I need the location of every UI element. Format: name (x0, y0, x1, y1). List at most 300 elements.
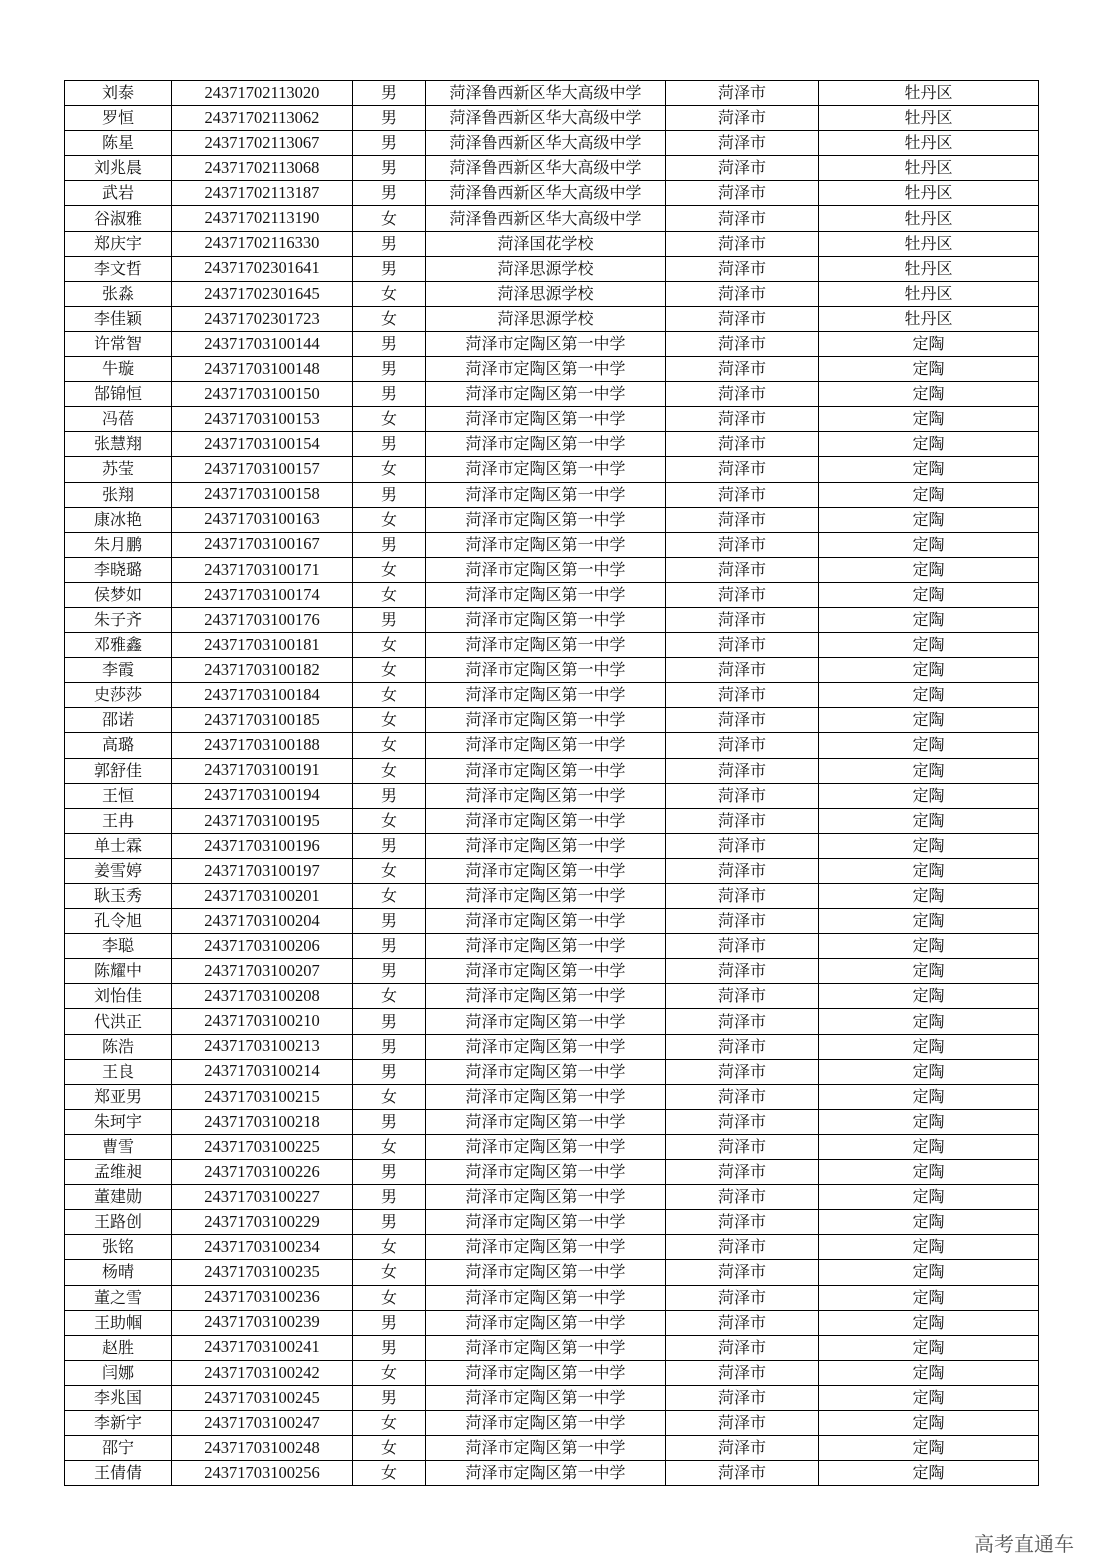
gender-cell: 男 (353, 934, 426, 959)
school-name-cell: 菏泽市定陶区第一中学 (426, 1436, 666, 1461)
school-name-cell: 菏泽市定陶区第一中学 (426, 984, 666, 1009)
district-cell: 定陶 (819, 884, 1039, 909)
city-cell: 菏泽市 (666, 758, 819, 783)
school-name-cell: 菏泽市定陶区第一中学 (426, 658, 666, 683)
exam-id-cell: 24371703100201 (172, 884, 353, 909)
exam-id-cell: 24371703100245 (172, 1385, 353, 1410)
gender-cell: 男 (353, 909, 426, 934)
exam-id-cell: 24371703100234 (172, 1235, 353, 1260)
city-cell: 菏泽市 (666, 658, 819, 683)
student-name-cell: 邓雅鑫 (65, 633, 172, 658)
school-name-cell: 菏泽市定陶区第一中学 (426, 1210, 666, 1235)
student-name-cell: 苏莹 (65, 457, 172, 482)
gender-cell: 男 (353, 607, 426, 632)
student-name-cell: 赵胜 (65, 1335, 172, 1360)
table-row (65, 231, 1039, 256)
student-name-cell: 王倩倩 (65, 1461, 172, 1486)
school-name-cell: 菏泽市定陶区第一中学 (426, 607, 666, 632)
gender-cell: 男 (353, 382, 426, 407)
city-cell: 菏泽市 (666, 256, 819, 281)
gender-cell: 女 (353, 407, 426, 432)
district-cell: 定陶 (819, 758, 1039, 783)
district-cell: 定陶 (819, 1235, 1039, 1260)
student-name-cell: 李佳颖 (65, 306, 172, 331)
district-cell: 定陶 (819, 1436, 1039, 1461)
gender-cell: 男 (353, 256, 426, 281)
table-row (65, 331, 1039, 356)
city-cell: 菏泽市 (666, 1009, 819, 1034)
table-row (65, 482, 1039, 507)
city-cell: 菏泽市 (666, 231, 819, 256)
city-cell: 菏泽市 (666, 783, 819, 808)
district-cell: 牡丹区 (819, 81, 1039, 106)
student-name-cell: 代洪正 (65, 1009, 172, 1034)
gender-cell: 男 (353, 331, 426, 356)
exam-id-cell: 24371702113067 (172, 131, 353, 156)
table-row (65, 1235, 1039, 1260)
table-row (65, 1084, 1039, 1109)
school-name-cell: 菏泽市定陶区第一中学 (426, 959, 666, 984)
student-name-cell: 张铭 (65, 1235, 172, 1260)
school-name-cell: 菏泽市定陶区第一中学 (426, 557, 666, 582)
student-name-cell: 郑亚男 (65, 1084, 172, 1109)
school-name-cell: 菏泽思源学校 (426, 256, 666, 281)
exam-id-cell: 24371702113190 (172, 206, 353, 231)
city-cell: 菏泽市 (666, 507, 819, 532)
exam-id-cell: 24371703100236 (172, 1285, 353, 1310)
exam-id-cell: 24371703100167 (172, 532, 353, 557)
exam-id-cell: 24371703100227 (172, 1185, 353, 1210)
gender-cell: 女 (353, 1235, 426, 1260)
gender-cell: 女 (353, 457, 426, 482)
gender-cell: 女 (353, 633, 426, 658)
city-cell: 菏泽市 (666, 156, 819, 181)
student-name-cell: 邵诺 (65, 708, 172, 733)
city-cell: 菏泽市 (666, 733, 819, 758)
student-roster-table (64, 80, 1039, 1486)
exam-id-cell: 24371703100208 (172, 984, 353, 1009)
city-cell: 菏泽市 (666, 81, 819, 106)
city-cell: 菏泽市 (666, 1034, 819, 1059)
student-name-cell: 李兆国 (65, 1385, 172, 1410)
school-name-cell: 菏泽市定陶区第一中学 (426, 507, 666, 532)
exam-id-cell: 24371703100235 (172, 1260, 353, 1285)
school-name-cell: 菏泽思源学校 (426, 306, 666, 331)
school-name-cell: 菏泽市定陶区第一中学 (426, 1310, 666, 1335)
table-row (65, 959, 1039, 984)
watermark-text: 高考直通车 (974, 1532, 1074, 1556)
city-cell: 菏泽市 (666, 532, 819, 557)
school-name-cell: 菏泽鲁西新区华大高级中学 (426, 181, 666, 206)
table-row (65, 1310, 1039, 1335)
exam-id-cell: 24371702113068 (172, 156, 353, 181)
exam-id-cell: 24371703100154 (172, 432, 353, 457)
school-name-cell: 菏泽市定陶区第一中学 (426, 357, 666, 382)
school-name-cell: 菏泽市定陶区第一中学 (426, 331, 666, 356)
school-name-cell: 菏泽市定陶区第一中学 (426, 934, 666, 959)
exam-id-cell: 24371703100226 (172, 1160, 353, 1185)
exam-id-cell: 24371703100214 (172, 1059, 353, 1084)
exam-id-cell: 24371703100148 (172, 357, 353, 382)
school-name-cell: 菏泽市定陶区第一中学 (426, 1461, 666, 1486)
gender-cell: 男 (353, 1210, 426, 1235)
table-row (65, 1461, 1039, 1486)
table-row (65, 1185, 1039, 1210)
district-cell: 牡丹区 (819, 256, 1039, 281)
student-name-cell: 高璐 (65, 733, 172, 758)
student-name-cell: 谷淑雅 (65, 206, 172, 231)
gender-cell: 女 (353, 507, 426, 532)
school-name-cell: 菏泽市定陶区第一中学 (426, 1160, 666, 1185)
table-row (65, 156, 1039, 181)
district-cell: 定陶 (819, 858, 1039, 883)
city-cell: 菏泽市 (666, 833, 819, 858)
table-row (65, 106, 1039, 131)
exam-id-cell: 24371702301723 (172, 306, 353, 331)
table-row (65, 1260, 1039, 1285)
exam-id-cell: 24371703100248 (172, 1436, 353, 1461)
exam-id-cell: 24371703100225 (172, 1134, 353, 1159)
district-cell: 定陶 (819, 959, 1039, 984)
city-cell: 菏泽市 (666, 382, 819, 407)
gender-cell: 女 (353, 708, 426, 733)
school-name-cell: 菏泽市定陶区第一中学 (426, 1134, 666, 1159)
district-cell: 牡丹区 (819, 306, 1039, 331)
school-name-cell: 菏泽市定陶区第一中学 (426, 532, 666, 557)
exam-id-cell: 24371702116330 (172, 231, 353, 256)
city-cell: 菏泽市 (666, 1461, 819, 1486)
district-cell: 定陶 (819, 557, 1039, 582)
table-row (65, 733, 1039, 758)
district-cell: 定陶 (819, 783, 1039, 808)
city-cell: 菏泽市 (666, 1059, 819, 1084)
student-name-cell: 耿玉秀 (65, 884, 172, 909)
school-name-cell: 菏泽市定陶区第一中学 (426, 1185, 666, 1210)
gender-cell: 女 (353, 683, 426, 708)
student-name-cell: 闫娜 (65, 1360, 172, 1385)
gender-cell: 男 (353, 1034, 426, 1059)
city-cell: 菏泽市 (666, 1235, 819, 1260)
district-cell: 定陶 (819, 808, 1039, 833)
student-name-cell: 冯蓓 (65, 407, 172, 432)
table-row (65, 783, 1039, 808)
exam-id-cell: 24371703100239 (172, 1310, 353, 1335)
table-row (65, 131, 1039, 156)
city-cell: 菏泽市 (666, 482, 819, 507)
school-name-cell: 菏泽市定陶区第一中学 (426, 808, 666, 833)
gender-cell: 男 (353, 106, 426, 131)
gender-cell: 女 (353, 1436, 426, 1461)
table-row (65, 382, 1039, 407)
student-name-cell: 王良 (65, 1059, 172, 1084)
student-name-cell: 朱子齐 (65, 607, 172, 632)
student-name-cell: 陈耀中 (65, 959, 172, 984)
exam-id-cell: 24371703100191 (172, 758, 353, 783)
city-cell: 菏泽市 (666, 1285, 819, 1310)
city-cell: 菏泽市 (666, 683, 819, 708)
gender-cell: 女 (353, 206, 426, 231)
gender-cell: 男 (353, 1059, 426, 1084)
gender-cell: 女 (353, 306, 426, 331)
gender-cell: 女 (353, 582, 426, 607)
district-cell: 定陶 (819, 984, 1039, 1009)
city-cell: 菏泽市 (666, 607, 819, 632)
city-cell: 菏泽市 (666, 306, 819, 331)
student-name-cell: 董建勋 (65, 1185, 172, 1210)
district-cell: 定陶 (819, 1210, 1039, 1235)
district-cell: 牡丹区 (819, 156, 1039, 181)
table-row (65, 1385, 1039, 1410)
city-cell: 菏泽市 (666, 181, 819, 206)
district-cell: 定陶 (819, 934, 1039, 959)
table-row (65, 808, 1039, 833)
student-name-cell: 单士霖 (65, 833, 172, 858)
table-row (65, 758, 1039, 783)
table-row (65, 582, 1039, 607)
gender-cell: 男 (353, 959, 426, 984)
table-row (65, 909, 1039, 934)
table-row (65, 984, 1039, 1009)
student-name-cell: 朱月鹏 (65, 532, 172, 557)
gender-cell: 男 (353, 181, 426, 206)
district-cell: 定陶 (819, 407, 1039, 432)
city-cell: 菏泽市 (666, 1260, 819, 1285)
student-name-cell: 王助帼 (65, 1310, 172, 1335)
district-cell: 定陶 (819, 1260, 1039, 1285)
city-cell: 菏泽市 (666, 281, 819, 306)
table-row (65, 1335, 1039, 1360)
city-cell: 菏泽市 (666, 106, 819, 131)
gender-cell: 女 (353, 557, 426, 582)
table-row (65, 683, 1039, 708)
student-name-cell: 郜锦恒 (65, 382, 172, 407)
exam-id-cell: 24371703100181 (172, 633, 353, 658)
city-cell: 菏泽市 (666, 934, 819, 959)
gender-cell: 女 (353, 1285, 426, 1310)
table-row (65, 1134, 1039, 1159)
exam-id-cell: 24371703100247 (172, 1410, 353, 1435)
school-name-cell: 菏泽市定陶区第一中学 (426, 858, 666, 883)
gender-cell: 女 (353, 1260, 426, 1285)
exam-id-cell: 24371703100242 (172, 1360, 353, 1385)
gender-cell: 男 (353, 833, 426, 858)
city-cell: 菏泽市 (666, 633, 819, 658)
student-name-cell: 罗恒 (65, 106, 172, 131)
city-cell: 菏泽市 (666, 858, 819, 883)
city-cell: 菏泽市 (666, 557, 819, 582)
table-row (65, 1210, 1039, 1235)
district-cell: 定陶 (819, 1034, 1039, 1059)
gender-cell: 女 (353, 884, 426, 909)
school-name-cell: 菏泽市定陶区第一中学 (426, 758, 666, 783)
student-name-cell: 刘兆晨 (65, 156, 172, 181)
roster-body (65, 81, 1039, 1486)
school-name-cell: 菏泽市定陶区第一中学 (426, 407, 666, 432)
table-row (65, 256, 1039, 281)
gender-cell: 女 (353, 858, 426, 883)
school-name-cell: 菏泽市定陶区第一中学 (426, 783, 666, 808)
table-row (65, 281, 1039, 306)
exam-id-cell: 24371703100204 (172, 909, 353, 934)
exam-id-cell: 24371703100229 (172, 1210, 353, 1235)
table-row (65, 1009, 1039, 1034)
student-name-cell: 郭舒佳 (65, 758, 172, 783)
district-cell: 定陶 (819, 1084, 1039, 1109)
gender-cell: 男 (353, 432, 426, 457)
student-name-cell: 张淼 (65, 281, 172, 306)
student-name-cell: 刘泰 (65, 81, 172, 106)
gender-cell: 女 (353, 281, 426, 306)
district-cell: 定陶 (819, 633, 1039, 658)
school-name-cell: 菏泽市定陶区第一中学 (426, 1009, 666, 1034)
school-name-cell: 菏泽市定陶区第一中学 (426, 432, 666, 457)
gender-cell: 男 (353, 1185, 426, 1210)
school-name-cell: 菏泽市定陶区第一中学 (426, 582, 666, 607)
table-row (65, 1285, 1039, 1310)
city-cell: 菏泽市 (666, 131, 819, 156)
school-name-cell: 菏泽市定陶区第一中学 (426, 1235, 666, 1260)
table-row (65, 708, 1039, 733)
gender-cell: 男 (353, 532, 426, 557)
exam-id-cell: 24371703100171 (172, 557, 353, 582)
district-cell: 定陶 (819, 1109, 1039, 1134)
school-name-cell: 菏泽市定陶区第一中学 (426, 1360, 666, 1385)
gender-cell: 男 (353, 156, 426, 181)
exam-id-cell: 24371703100194 (172, 783, 353, 808)
student-name-cell: 李聪 (65, 934, 172, 959)
student-name-cell: 郑庆宇 (65, 231, 172, 256)
exam-id-cell: 24371703100256 (172, 1461, 353, 1486)
district-cell: 牡丹区 (819, 281, 1039, 306)
district-cell: 定陶 (819, 1410, 1039, 1435)
student-name-cell: 王恒 (65, 783, 172, 808)
school-name-cell: 菏泽鲁西新区华大高级中学 (426, 206, 666, 231)
student-name-cell: 牛璇 (65, 357, 172, 382)
district-cell: 定陶 (819, 457, 1039, 482)
student-name-cell: 侯梦如 (65, 582, 172, 607)
city-cell: 菏泽市 (666, 984, 819, 1009)
district-cell: 定陶 (819, 1059, 1039, 1084)
exam-id-cell: 24371703100195 (172, 808, 353, 833)
table-row (65, 407, 1039, 432)
gender-cell: 女 (353, 658, 426, 683)
district-cell: 定陶 (819, 582, 1039, 607)
gender-cell: 女 (353, 1360, 426, 1385)
student-name-cell: 王冉 (65, 808, 172, 833)
district-cell: 定陶 (819, 909, 1039, 934)
gender-cell: 男 (353, 1310, 426, 1335)
district-cell: 定陶 (819, 507, 1039, 532)
exam-id-cell: 24371703100182 (172, 658, 353, 683)
district-cell: 定陶 (819, 833, 1039, 858)
table-row (65, 1160, 1039, 1185)
school-name-cell: 菏泽市定陶区第一中学 (426, 1109, 666, 1134)
table-row (65, 1059, 1039, 1084)
district-cell: 定陶 (819, 532, 1039, 557)
gender-cell: 男 (353, 1109, 426, 1134)
school-name-cell: 菏泽鲁西新区华大高级中学 (426, 131, 666, 156)
table-row (65, 81, 1039, 106)
exam-id-cell: 24371703100158 (172, 482, 353, 507)
table-row (65, 1436, 1039, 1461)
exam-id-cell: 24371703100184 (172, 683, 353, 708)
district-cell: 牡丹区 (819, 131, 1039, 156)
student-name-cell: 李晓璐 (65, 557, 172, 582)
school-name-cell: 菏泽市定陶区第一中学 (426, 1335, 666, 1360)
school-name-cell: 菏泽国花学校 (426, 231, 666, 256)
city-cell: 菏泽市 (666, 708, 819, 733)
city-cell: 菏泽市 (666, 909, 819, 934)
school-name-cell: 菏泽市定陶区第一中学 (426, 833, 666, 858)
city-cell: 菏泽市 (666, 432, 819, 457)
student-name-cell: 刘怡佳 (65, 984, 172, 1009)
exam-id-cell: 24371703100150 (172, 382, 353, 407)
gender-cell: 男 (353, 1385, 426, 1410)
city-cell: 菏泽市 (666, 1134, 819, 1159)
city-cell: 菏泽市 (666, 331, 819, 356)
table-row (65, 1360, 1039, 1385)
gender-cell: 女 (353, 733, 426, 758)
district-cell: 定陶 (819, 1285, 1039, 1310)
city-cell: 菏泽市 (666, 1360, 819, 1385)
gender-cell: 女 (353, 758, 426, 783)
student-name-cell: 李文哲 (65, 256, 172, 281)
district-cell: 定陶 (819, 357, 1039, 382)
district-cell: 定陶 (819, 1360, 1039, 1385)
student-name-cell: 武岩 (65, 181, 172, 206)
table-row (65, 181, 1039, 206)
city-cell: 菏泽市 (666, 357, 819, 382)
district-cell: 定陶 (819, 658, 1039, 683)
city-cell: 菏泽市 (666, 1160, 819, 1185)
table-row (65, 1410, 1039, 1435)
district-cell: 定陶 (819, 1160, 1039, 1185)
table-row (65, 206, 1039, 231)
table-row (65, 357, 1039, 382)
table-row (65, 934, 1039, 959)
district-cell: 定陶 (819, 382, 1039, 407)
gender-cell: 男 (353, 482, 426, 507)
gender-cell: 男 (353, 783, 426, 808)
school-name-cell: 菏泽市定陶区第一中学 (426, 1059, 666, 1084)
gender-cell: 男 (353, 231, 426, 256)
city-cell: 菏泽市 (666, 582, 819, 607)
gender-cell: 女 (353, 1410, 426, 1435)
district-cell: 定陶 (819, 683, 1039, 708)
school-name-cell: 菏泽鲁西新区华大高级中学 (426, 106, 666, 131)
school-name-cell: 菏泽鲁西新区华大高级中学 (426, 81, 666, 106)
city-cell: 菏泽市 (666, 1210, 819, 1235)
city-cell: 菏泽市 (666, 1436, 819, 1461)
exam-id-cell: 24371703100218 (172, 1109, 353, 1134)
exam-id-cell: 24371703100213 (172, 1034, 353, 1059)
district-cell: 定陶 (819, 733, 1039, 758)
student-name-cell: 杨晴 (65, 1260, 172, 1285)
city-cell: 菏泽市 (666, 457, 819, 482)
school-name-cell: 菏泽市定陶区第一中学 (426, 482, 666, 507)
gender-cell: 女 (353, 1461, 426, 1486)
table-row (65, 1109, 1039, 1134)
exam-id-cell: 24371703100196 (172, 833, 353, 858)
school-name-cell: 菏泽市定陶区第一中学 (426, 909, 666, 934)
table-row (65, 833, 1039, 858)
gender-cell: 男 (353, 81, 426, 106)
student-name-cell: 李霞 (65, 658, 172, 683)
city-cell: 菏泽市 (666, 1410, 819, 1435)
exam-id-cell: 24371702113187 (172, 181, 353, 206)
school-name-cell: 菏泽市定陶区第一中学 (426, 683, 666, 708)
district-cell: 牡丹区 (819, 206, 1039, 231)
